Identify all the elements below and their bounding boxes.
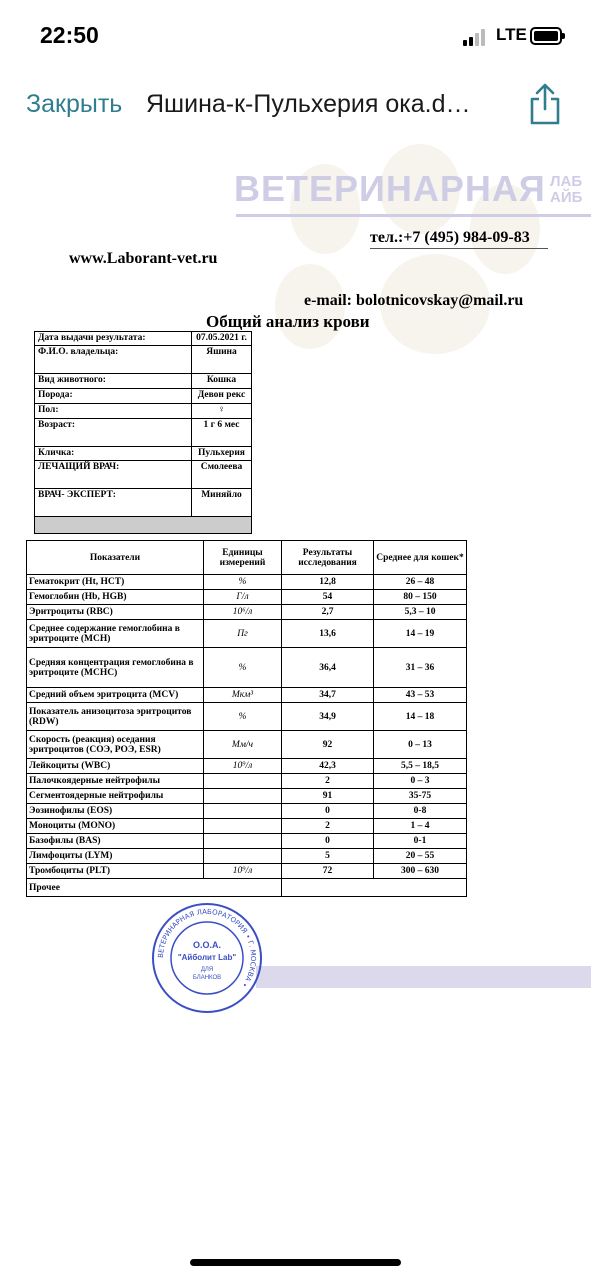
info-row bbox=[35, 389, 252, 404]
result-value: 0 bbox=[282, 804, 374, 819]
navigation-bar bbox=[0, 72, 591, 144]
info-row bbox=[35, 419, 252, 447]
result-row bbox=[27, 804, 467, 819]
result-norm: 14 – 19 bbox=[374, 620, 467, 648]
watermark-side-text bbox=[550, 174, 582, 206]
result-unit: Пг bbox=[204, 620, 282, 648]
svg-text:ВЕТЕРИНАРНАЯ ЛАБОРАТОРИЯ • Г.: ВЕТЕРИНАРНАЯ ЛАБОРАТОРИЯ • Г. МОСКВА • bbox=[156, 907, 258, 989]
other-label: Прочее bbox=[27, 879, 282, 897]
info-label: ВРАЧ- ЭКСПЕРТ: bbox=[35, 489, 192, 517]
result-unit bbox=[204, 834, 282, 849]
result-name: Среднее содержание гемоглобина в эритроците (MCH) bbox=[27, 620, 204, 648]
info-row bbox=[35, 489, 252, 517]
info-row bbox=[35, 332, 252, 346]
result-value: 2,7 bbox=[282, 605, 374, 620]
result-row bbox=[27, 575, 467, 590]
results-header-row bbox=[27, 541, 467, 575]
result-norm: 20 – 55 bbox=[374, 849, 467, 864]
info-value: 1 г 6 мес bbox=[192, 419, 252, 447]
result-name: Гемоглобин (Hb, HGB) bbox=[27, 590, 204, 605]
result-name: Палочкоядерные нейтрофилы bbox=[27, 774, 204, 789]
status-bar bbox=[0, 0, 591, 72]
result-row bbox=[27, 849, 467, 864]
info-label: Ф.И.О. владельца: bbox=[35, 346, 192, 374]
result-unit bbox=[204, 804, 282, 819]
result-value: 54 bbox=[282, 590, 374, 605]
info-value: 07.05.2021 г. bbox=[192, 332, 252, 346]
result-value: 72 bbox=[282, 864, 374, 879]
info-value: Девон рекс bbox=[192, 389, 252, 404]
result-name: Гематокрит (Ht, HCT) bbox=[27, 575, 204, 590]
result-norm: 5,3 – 10 bbox=[374, 605, 467, 620]
watermark-side-2: АЙБ bbox=[550, 189, 583, 206]
status-time: 22:50 bbox=[40, 22, 99, 48]
stamp-band bbox=[256, 966, 591, 988]
result-unit bbox=[204, 819, 282, 834]
info-row bbox=[35, 346, 252, 374]
result-row-other bbox=[27, 879, 467, 897]
stamp-seal bbox=[151, 902, 263, 1014]
result-value: 5 bbox=[282, 849, 374, 864]
result-norm: 31 – 36 bbox=[374, 648, 467, 688]
result-value: 0 bbox=[282, 834, 374, 849]
other-value bbox=[282, 879, 467, 897]
watermark-side-1: ЛАБ bbox=[550, 173, 583, 190]
result-unit: Мм/ч bbox=[204, 731, 282, 759]
result-norm: 14 – 18 bbox=[374, 703, 467, 731]
results-table bbox=[26, 540, 467, 897]
watermark-title: ВЕТЕРИНАРНАЯ bbox=[234, 168, 546, 209]
info-label: Возраст: bbox=[35, 419, 192, 447]
result-row bbox=[27, 819, 467, 834]
result-value: 12,8 bbox=[282, 575, 374, 590]
result-value: 2 bbox=[282, 819, 374, 834]
result-name: Лимфоциты (LYM) bbox=[27, 849, 204, 864]
svg-text:"Айболит Lab": "Айболит Lab" bbox=[177, 953, 237, 962]
result-row bbox=[27, 731, 467, 759]
info-label: Кличка: bbox=[35, 447, 192, 461]
result-row bbox=[27, 620, 467, 648]
result-norm: 0-8 bbox=[374, 804, 467, 819]
result-name: Эозинофилы (EOS) bbox=[27, 804, 204, 819]
result-norm: 5,5 – 18,5 bbox=[374, 759, 467, 774]
document-page bbox=[0, 144, 591, 1244]
document-title: Яшина-к-Пульхерия ока.d… bbox=[146, 90, 471, 118]
info-row bbox=[35, 447, 252, 461]
result-row bbox=[27, 590, 467, 605]
result-value: 42,3 bbox=[282, 759, 374, 774]
result-name: Скорость (реакция) оседания эритроцитов (СОЭ, РОЭ, ESR) bbox=[27, 731, 204, 759]
info-table bbox=[34, 331, 252, 534]
info-label: Порода: bbox=[35, 389, 192, 404]
result-name: Показатель анизоцитоза эритроцитов (RDW) bbox=[27, 703, 204, 731]
info-row bbox=[35, 461, 252, 489]
document-heading: Общий анализ крови bbox=[206, 312, 370, 331]
result-name: Средний объем эритроцита (MCV) bbox=[27, 688, 204, 703]
result-unit bbox=[204, 789, 282, 804]
result-unit bbox=[204, 849, 282, 864]
result-name: Средняя концентрация гемоглобина в эритроците (MCHC) bbox=[27, 648, 204, 688]
info-value: Смолеева bbox=[192, 461, 252, 489]
result-norm: 43 – 53 bbox=[374, 688, 467, 703]
result-value: 34,7 bbox=[282, 688, 374, 703]
info-value: Яшина bbox=[192, 346, 252, 374]
result-norm: 35-75 bbox=[374, 789, 467, 804]
result-norm: 0 – 3 bbox=[374, 774, 467, 789]
result-value: 13,6 bbox=[282, 620, 374, 648]
result-unit: % bbox=[204, 703, 282, 731]
result-unit: Г/л bbox=[204, 590, 282, 605]
info-label: ЛЕЧАЩИЙ ВРАЧ: bbox=[35, 461, 192, 489]
result-row bbox=[27, 834, 467, 849]
share-icon[interactable] bbox=[528, 82, 562, 126]
result-unit: 10⁹/л bbox=[204, 759, 282, 774]
result-name: Базофилы (BAS) bbox=[27, 834, 204, 849]
result-row bbox=[27, 648, 467, 688]
result-row bbox=[27, 789, 467, 804]
result-value: 92 bbox=[282, 731, 374, 759]
svg-text:БЛАНКОВ: БЛАНКОВ bbox=[192, 975, 222, 981]
header-results: Результаты исследования bbox=[282, 541, 374, 575]
close-button[interactable]: Закрыть bbox=[26, 90, 123, 118]
result-value: 2 bbox=[282, 774, 374, 789]
result-unit: 10⁹/л bbox=[204, 864, 282, 879]
result-row bbox=[27, 759, 467, 774]
result-value: 91 bbox=[282, 789, 374, 804]
phone-number[interactable]: тел.:+7 (495) 984-09-83 bbox=[370, 229, 530, 246]
result-row bbox=[27, 688, 467, 703]
result-name: Эритроциты (RBC) bbox=[27, 605, 204, 620]
result-norm: 0 – 13 bbox=[374, 731, 467, 759]
info-label: Пол: bbox=[35, 404, 192, 419]
result-unit: % bbox=[204, 575, 282, 590]
info-row bbox=[35, 374, 252, 389]
info-value: ♀ bbox=[192, 404, 252, 419]
result-value: 34,9 bbox=[282, 703, 374, 731]
header-indicator: Показатели bbox=[27, 541, 204, 575]
info-value: Миняйло bbox=[192, 489, 252, 517]
info-label: Дата выдачи результата: bbox=[35, 332, 192, 346]
result-unit: 10⁶/л bbox=[204, 605, 282, 620]
battery-icon bbox=[530, 27, 562, 45]
result-name: Моноциты (MONO) bbox=[27, 819, 204, 834]
result-unit: % bbox=[204, 648, 282, 688]
result-norm: 0-1 bbox=[374, 834, 467, 849]
info-footer-cell bbox=[35, 517, 252, 534]
result-norm: 80 – 150 bbox=[374, 590, 467, 605]
info-value: Кошка bbox=[192, 374, 252, 389]
result-row bbox=[27, 703, 467, 731]
svg-text:О.О.А.: О.О.А. bbox=[192, 940, 222, 950]
result-name: Тромбоциты (PLT) bbox=[27, 864, 204, 879]
result-row bbox=[27, 864, 467, 879]
result-row bbox=[27, 605, 467, 620]
result-name: Лейкоциты (WBC) bbox=[27, 759, 204, 774]
website-link[interactable]: www.Laborant-vet.ru bbox=[69, 250, 218, 267]
result-unit bbox=[204, 774, 282, 789]
info-label: Вид животного: bbox=[35, 374, 192, 389]
result-norm: 26 – 48 bbox=[374, 575, 467, 590]
network-label: LTE bbox=[496, 25, 527, 44]
header-norm: Среднее для кошек* bbox=[374, 541, 467, 575]
result-norm: 1 – 4 bbox=[374, 819, 467, 834]
result-unit: Мкм³ bbox=[204, 688, 282, 703]
phone-underline bbox=[370, 248, 548, 249]
signal-icon bbox=[463, 28, 491, 46]
svg-text:ДЛЯ: ДЛЯ bbox=[200, 967, 214, 973]
watermark-line bbox=[236, 214, 591, 217]
email-address[interactable]: e-mail: bolotnicovskay@mail.ru bbox=[304, 292, 524, 309]
home-indicator[interactable] bbox=[190, 1259, 401, 1266]
header-units: Единицы измерений bbox=[204, 541, 282, 575]
result-norm: 300 – 630 bbox=[374, 864, 467, 879]
result-name: Сегментоядерные нейтрофилы bbox=[27, 789, 204, 804]
info-footer-row bbox=[35, 517, 252, 534]
result-value: 36,4 bbox=[282, 648, 374, 688]
result-row bbox=[27, 774, 467, 789]
info-value: Пульхерия bbox=[192, 447, 252, 461]
info-row bbox=[35, 404, 252, 419]
